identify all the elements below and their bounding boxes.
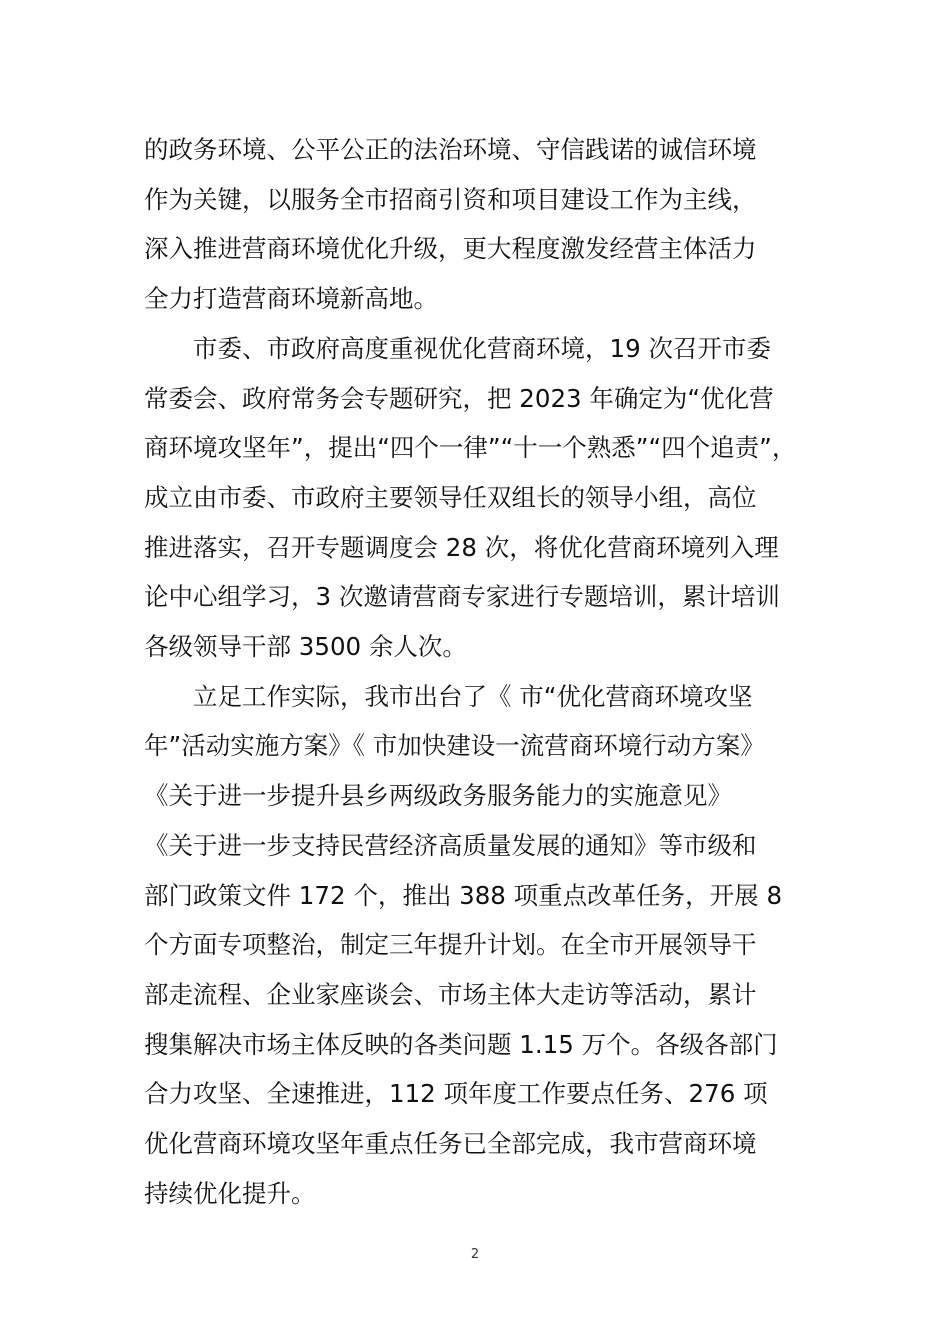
text-line: 论中心组学习，3 次邀请营商专家进行专题培训，累计培训: [144, 582, 780, 611]
text-line: 合力攻坚、全速推进，112 项年度工作要点任务、276 项: [144, 1079, 768, 1108]
text-line: 搜集解决市场主体反映的各类问题 1.15 万个。各级各部门: [144, 1030, 778, 1059]
text-line: 《关于进一步提升县乡两级政务服务能力的实施意见》: [144, 781, 732, 810]
text-line: 常委会、政府常务会专题研究，把 2023 年确定为“优化营: [144, 384, 774, 413]
text-line: 优化营商环境攻坚年重点任务已全部完成，我市营商环境: [144, 1129, 757, 1158]
text-line: 的政务环境、公平公正的法治环境、守信践诺的诚信环境: [144, 135, 757, 164]
text-line: 全力打造营商环境新高地。: [144, 284, 438, 313]
text-line: 推进落实，召开专题调度会 28 次，将优化营商环境列入理: [144, 533, 779, 562]
text-line: 持续优化提升。: [144, 1179, 316, 1208]
text-line: 作为关键，以服务全市招商引资和项目建设工作为主线，: [144, 185, 757, 214]
text-line: 各级领导干部 3500 余人次。: [144, 632, 467, 661]
text-line: 个方面专项整治，制定三年提升计划。在全市开展领导干: [144, 930, 757, 959]
text-line: 部门政策文件 172 个，推出 388 项重点改革任务，开展 8: [144, 881, 783, 910]
text-line: 商环境攻坚年”，提出“四个一律”“十一个熟悉”“四个追责”，: [144, 433, 797, 462]
page-number: 2: [470, 1247, 480, 1262]
text-line: 市委、市政府高度重视优化营商环境，19 次召开市委: [193, 334, 771, 363]
text-line: 部走流程、企业家座谈会、市场主体大走访等活动，累计: [144, 980, 757, 1009]
text-line: 《关于进一步支持民营经济高质量发展的通知》等市级和: [144, 831, 757, 860]
text-line: 成立由市委、市政府主要领导任双组长的领导小组，高位: [144, 483, 757, 512]
text-line: 立足工作实际，我市出台了《 市“优化营商环境攻坚: [193, 682, 753, 711]
text-line: 年”活动实施方案》《 市加快建设一流营商环境行动方案》: [144, 731, 765, 760]
text-line: 深入推进营商环境优化升级，更大程度激发经营主体活力: [144, 234, 757, 263]
